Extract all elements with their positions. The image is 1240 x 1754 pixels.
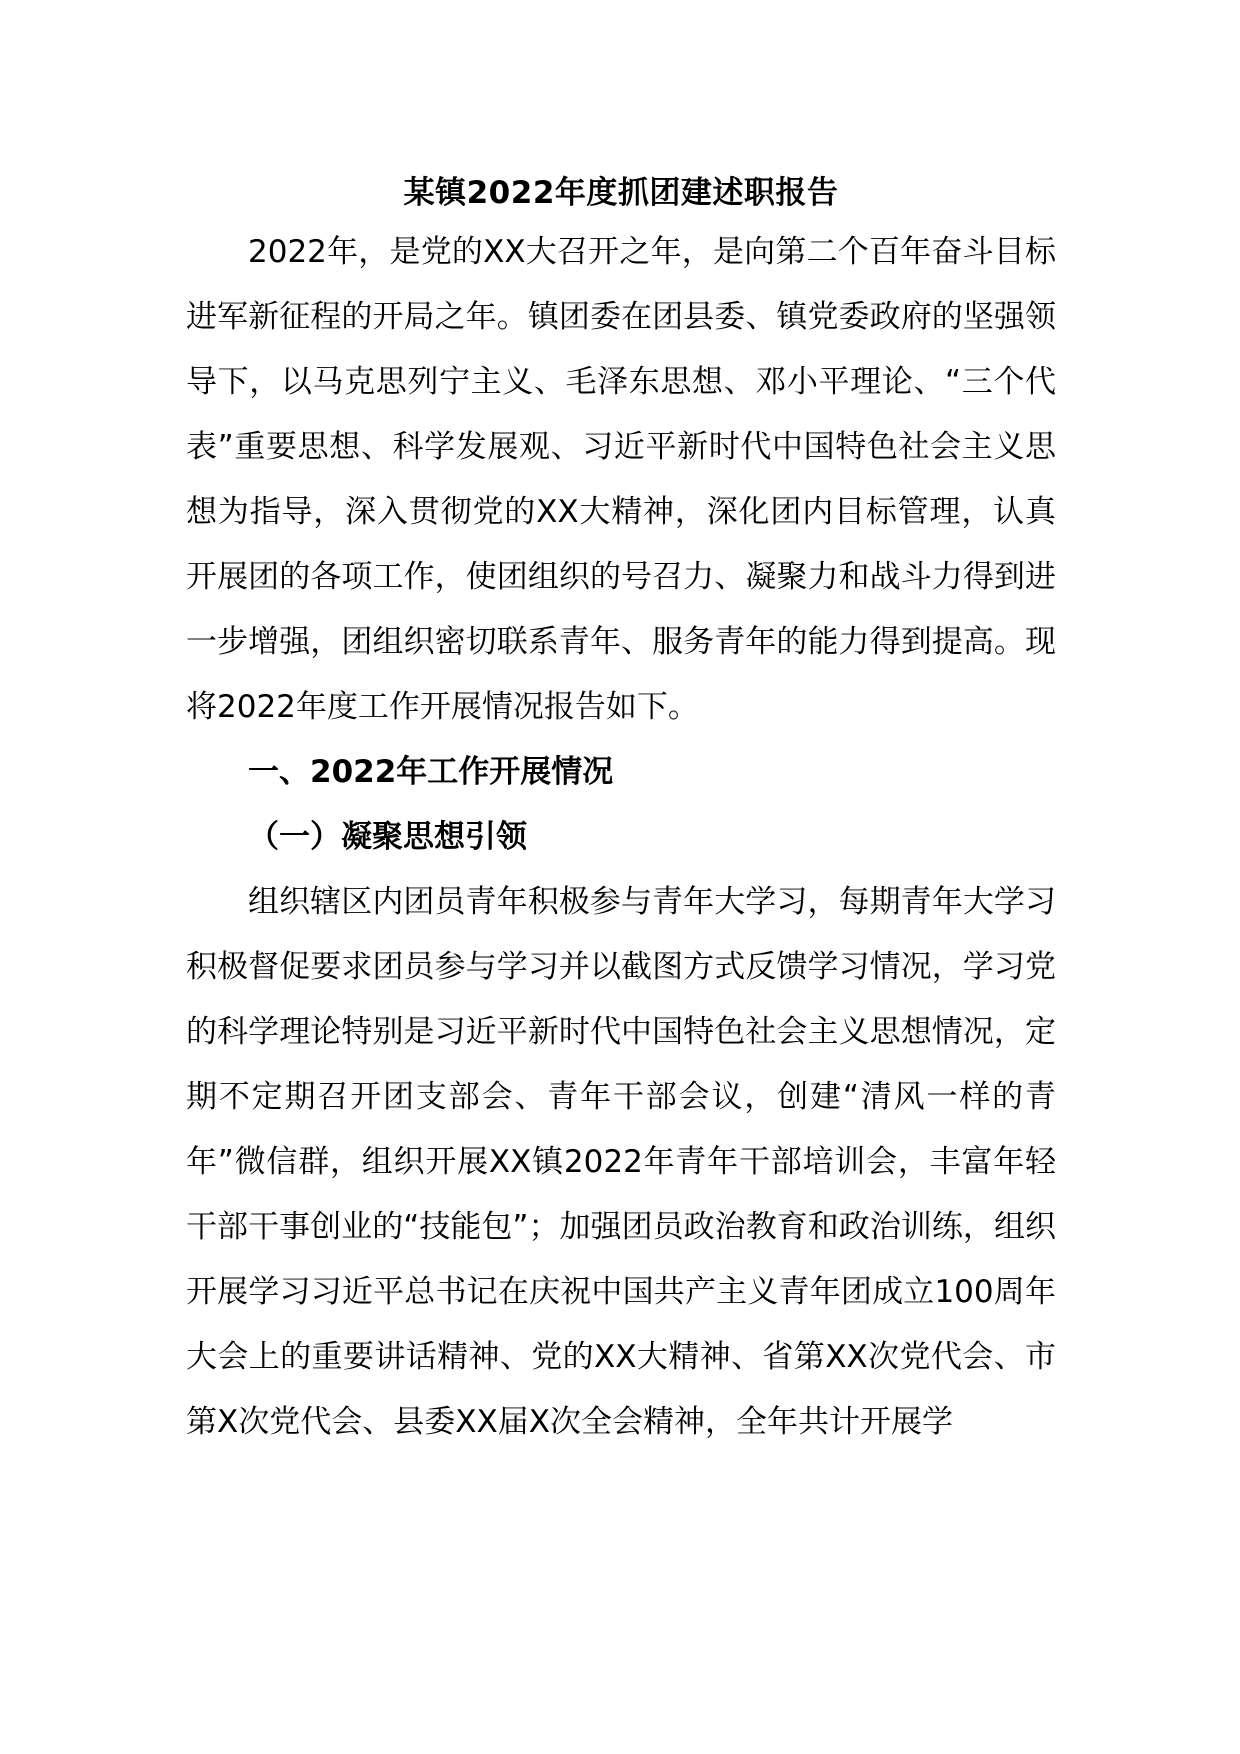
section-heading: 一、2022年工作开展情况 bbox=[248, 754, 614, 790]
subsection-paragraph: 组织辖区内团员青年积极参与青年大学习，每期青年大学习积极督促要求团员参与学习并以截图方式反馈学习情况，学习党的科学理论特别是习近平新时代中国特色社会主义思想情况，定期不定期召开团支部会、青年干部会议，创建“清风一样的青年”微信群，组织开展XX镇2022年青年干部培训会，丰富年轻干部干事创业的“技能包”；加强团员政治教育和政治训练，组织开展学习习近平总书记在庆祝中国共产主义青年团成立100周年大会上的重要讲话精神、党的XX大精神、省第XX次党代会、市第X次党代会、县委XX届X次全会精神，全年共计开展学 bbox=[186, 884, 1056, 1440]
document-body bbox=[186, 170, 1056, 1455]
intro-paragraph: 2022年，是党的XX大召开之年，是向第二个百年奋斗目标进军新征程的开局之年。镇团委在团县委、镇党委政府的坚强领导下，以马克思列宁主义、毛泽东思想、邓小平理论、“三个代表”重要思想、科学发展观、习近平新时代中国特色社会主义思想为指导，深入贯彻党的XX大精神，深化团内目标管理，认真开展团的各项工作，使团组织的号召力、凝聚力和战斗力得到进一步增强，团组织密切联系青年、服务青年的能力得到提高。现将2022年度工作开展情况报告如下。 bbox=[186, 234, 1056, 725]
document-title: 某镇2022年度抓团建述职报告 bbox=[403, 175, 839, 211]
subsection-heading: （一）凝聚思想引领 bbox=[248, 819, 527, 855]
